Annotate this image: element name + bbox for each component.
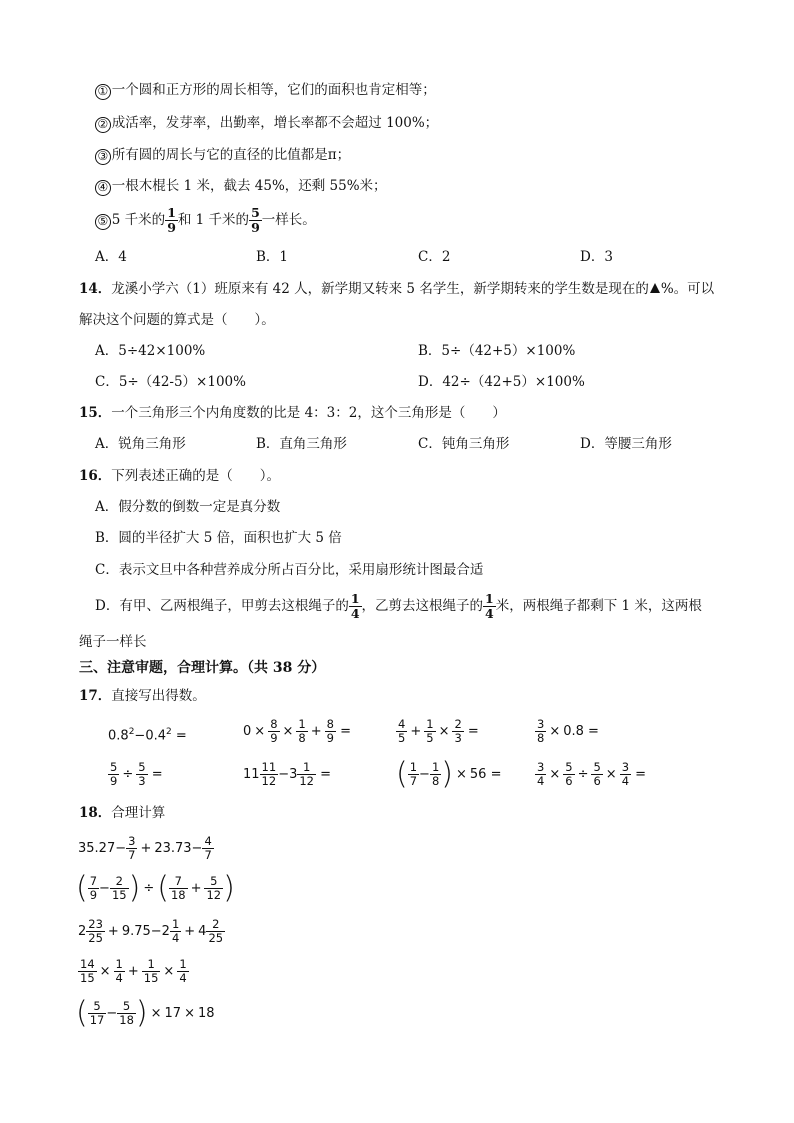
section-3-heading: 三、注意审题，合理计算。（共 38 分） bbox=[79, 660, 326, 676]
q13-item-2: ② 成活率，发芽率，出勤率，增长率都不会超过 100%； bbox=[95, 113, 438, 133]
q18-expr-5: ( $\frac{5}{17}$ − $\frac{5}{18}$ ) × 17 × 18 bbox=[76, 995, 215, 1031]
q13-option-b: B．1 bbox=[256, 249, 289, 265]
q17-expr-7: ( $\frac{1}{7}$ − $\frac{1}{8}$ ) × 56 = bbox=[396, 756, 502, 792]
q16-option-d-cont: 绳子一样长 bbox=[79, 634, 147, 650]
q14-option-b: B．5÷（42+5）×100% bbox=[418, 343, 576, 359]
q15-option-c: C．钝角三角形 bbox=[418, 436, 510, 452]
q17-expr-2: 0 × $\frac{8}{9}$ × $\frac{1}{8}$ + $\frac{8}{9}$ = bbox=[243, 716, 352, 745]
q18-expr-3: 2 $\frac{23}{25}$ + 9.75−2 $\frac{1}{4}$ + 4 $\frac{2}{25}$ bbox=[78, 916, 224, 945]
q17-expr-8: $\frac{3}{4}$ × $\frac{5}{6}$ ÷ $\frac{5}{6}$ × $\frac{3}{4}$ = bbox=[537, 759, 647, 788]
q16-stem: 16．下列表述正确的是（ ）。 bbox=[79, 468, 281, 484]
q14-option-a: A．5÷42×100% bbox=[95, 343, 206, 359]
q13-item-3: ③ 所有圆的周长与它的直径的比值都是π； bbox=[95, 145, 350, 165]
q13-item-4: ④ 一根木棍长 1 米，截去 45%，还剩 55%米； bbox=[95, 176, 387, 196]
q17-expr-3: $\frac{4}{5}$ + $\frac{1}{5}$ × $\frac{2}{3}$ = bbox=[398, 716, 479, 745]
q18-expr-2: ( $\frac{7}{9}$ − $\frac{2}{15}$ ) ÷ ( $\frac{7}{18}$ + $\frac{5}{12}$ ) bbox=[76, 870, 235, 906]
q16-option-b: B．圆的半径扩大 5 倍，面积也扩大 5 倍 bbox=[95, 530, 342, 546]
q14-option-d: D．42÷（42+5）×100% bbox=[418, 374, 585, 390]
q14-stem-2: 解决这个问题的算式是（ ）。 bbox=[79, 312, 275, 328]
triangle-icon bbox=[650, 283, 660, 293]
q18-stem: 18．合理计算 bbox=[79, 805, 166, 821]
q15-stem: 15．一个三角形三个内角度数的比是 4：3：2，这个三角形是（ ） bbox=[79, 405, 506, 421]
q15-option-b: B．直角三角形 bbox=[256, 436, 347, 452]
q15-option-d: D．等腰三角形 bbox=[580, 436, 672, 452]
q14-option-c: C．5÷（42-5）×100% bbox=[95, 374, 246, 390]
q13-option-c: C．2 bbox=[418, 249, 451, 265]
q17-expr-5: $\frac{5}{9}$ ÷ $\frac{5}{3}$ = bbox=[110, 759, 163, 788]
q13-option-a: A．4 bbox=[95, 249, 127, 265]
q17-expr-6: 11 $\frac{11}{12}$ −3 $\frac{1}{12}$ = bbox=[243, 759, 332, 788]
q13-item-1: ① 一个圆和正方形的周长相等，它们的面积也肯定相等； bbox=[95, 80, 436, 100]
q14-stem: 14．龙溪小学六（1）班原来有 42 人，新学期又转来 5 名学生，新学期转来的学生数是现在的 %。可以 bbox=[79, 281, 715, 297]
q17-expr-4: $\frac{3}{8}$ × 0.8 = bbox=[537, 716, 599, 745]
q18-expr-1: 35.27− $\frac{3}{7}$ + 23.73− $\frac{4}{7}$ bbox=[78, 833, 212, 862]
q15-option-a: A．锐角三角形 bbox=[95, 436, 186, 452]
q13-item-5: ⑤ 5 千米的 $\frac{1}{9}$ 和 1 千米的 $\frac{5}{9}$ 一样长。 bbox=[95, 203, 316, 237]
q16-option-d: D．有甲、乙两根绳子，甲剪去这根绳子的 $\frac{1}{4}$ ，乙剪去这根绳子的 $\frac{1}{4}$ 米，两根绳子都剩下 1 米，这两根 bbox=[95, 590, 702, 621]
q17-stem: 17．直接写出得数。 bbox=[79, 688, 206, 704]
q18-expr-4: $\frac{14}{15}$ × $\frac{1}{4}$ + $\frac{1}{15}$ × $\frac{1}{4}$ bbox=[80, 956, 187, 985]
q13-option-d: D．3 bbox=[580, 249, 613, 265]
q16-option-c: C．表示文旦中各种营养成分所占百分比，采用扇形统计图最合适 bbox=[95, 562, 484, 578]
q17-expr-1: $0.8^2-0.4^2$ = bbox=[108, 727, 187, 744]
q16-option-a: A．假分数的倒数一定是真分数 bbox=[95, 499, 281, 515]
